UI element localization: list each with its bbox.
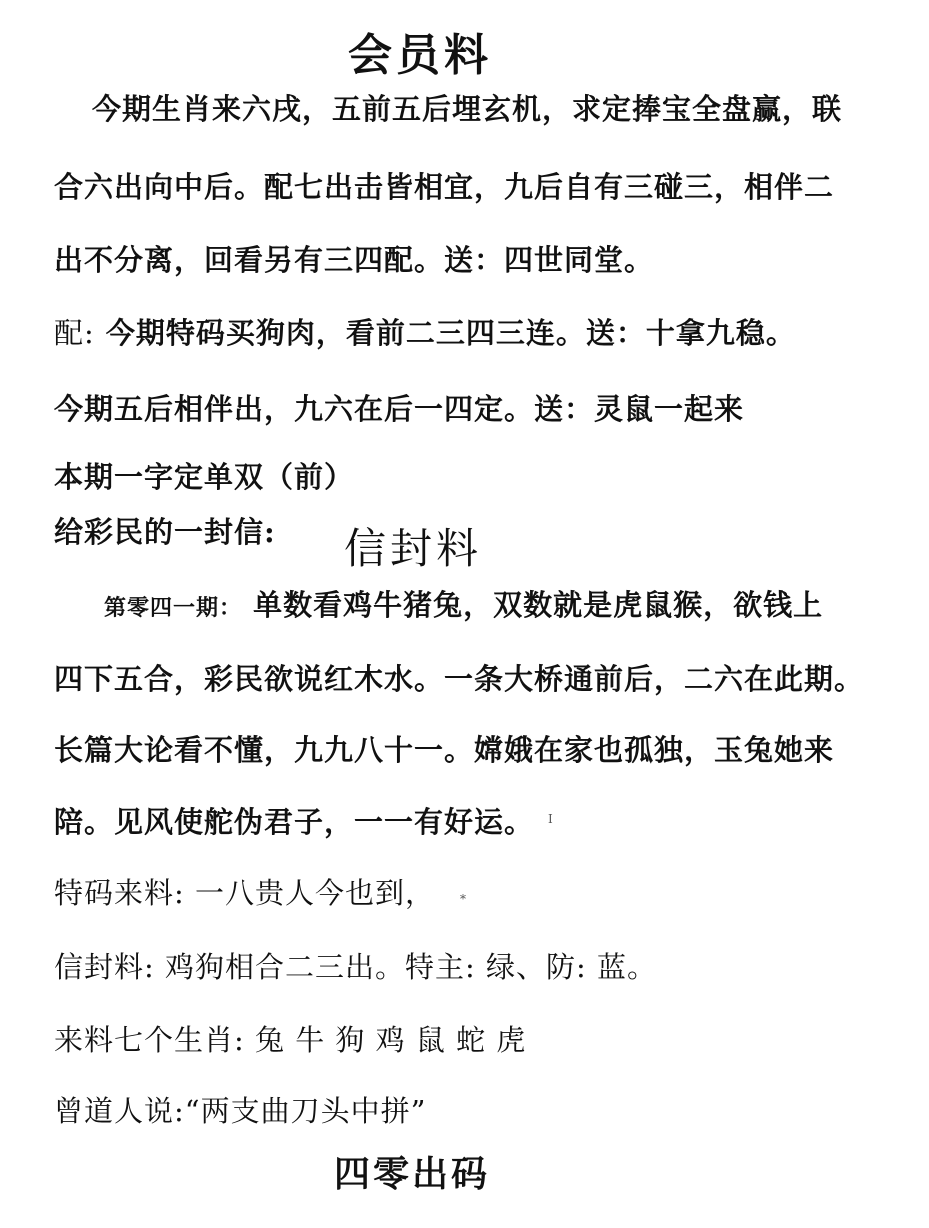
member-line-5: 今期五后相伴出，九六在后一四定。送：灵鼠一起来 — [54, 392, 745, 426]
envelope-poem-line-1 — [104, 588, 823, 625]
member-poem-line-1: 今期生肖来六戌，五前五后埋玄机，求定捧宝全盘赢，联 — [92, 92, 843, 126]
member-poem-line-2: 合六出向中后。配七出击皆相宜，九后自有三碰三，相伴二 — [54, 170, 835, 204]
member-poem-line-3: 出不分离，回看另有三四配。送：四世同堂。 — [54, 243, 655, 277]
pei-prefix: 配: — [54, 316, 95, 350]
priest-says-line: 曾道人说:“两支曲刀头中拼” — [54, 1094, 427, 1128]
envelope-poem-line-2: 四下五合，彩民欲说红木水。一条大桥通前后，二六在此期。 — [54, 662, 865, 696]
member-title: 会员料 — [348, 30, 492, 81]
result-title: 四零出码 — [334, 1153, 491, 1195]
envelope-poem-line-3: 长篇大论看不懂，九九八十一。嫦娥在家也孤独，玉兔她来 — [54, 733, 835, 767]
letter-to-players: 给彩民的一封信: — [54, 515, 276, 549]
pei-text: 今期特码买狗肉，看前二三四三连。送：十拿九稳。 — [105, 316, 796, 350]
scan-speck: * — [460, 892, 466, 906]
envelope-title: 信封料 — [344, 524, 483, 573]
pei-line — [54, 316, 796, 350]
member-line-6: 本期一字定单双（前） — [54, 460, 355, 494]
scan-speck: I — [548, 812, 553, 826]
period-label: 第零四一期： — [104, 595, 243, 621]
envelope-poem-line-4: 陪。见风使舵伪君子，一一有好运。 — [54, 805, 535, 839]
envelope-poem-first: 单数看鸡牛猪兔，双数就是虎鼠猴，欲钱上 — [253, 588, 824, 622]
envelope-material-line: 信封料: 鸡狗相合二三出。特主: 绿、防: 蓝。 — [54, 950, 657, 984]
seven-zodiac-line: 来料七个生肖: 兔 牛 狗 鸡 鼠 蛇 虎 — [54, 1023, 527, 1057]
special-code-line: 特码来料: 一八贵人今也到， — [54, 876, 435, 910]
